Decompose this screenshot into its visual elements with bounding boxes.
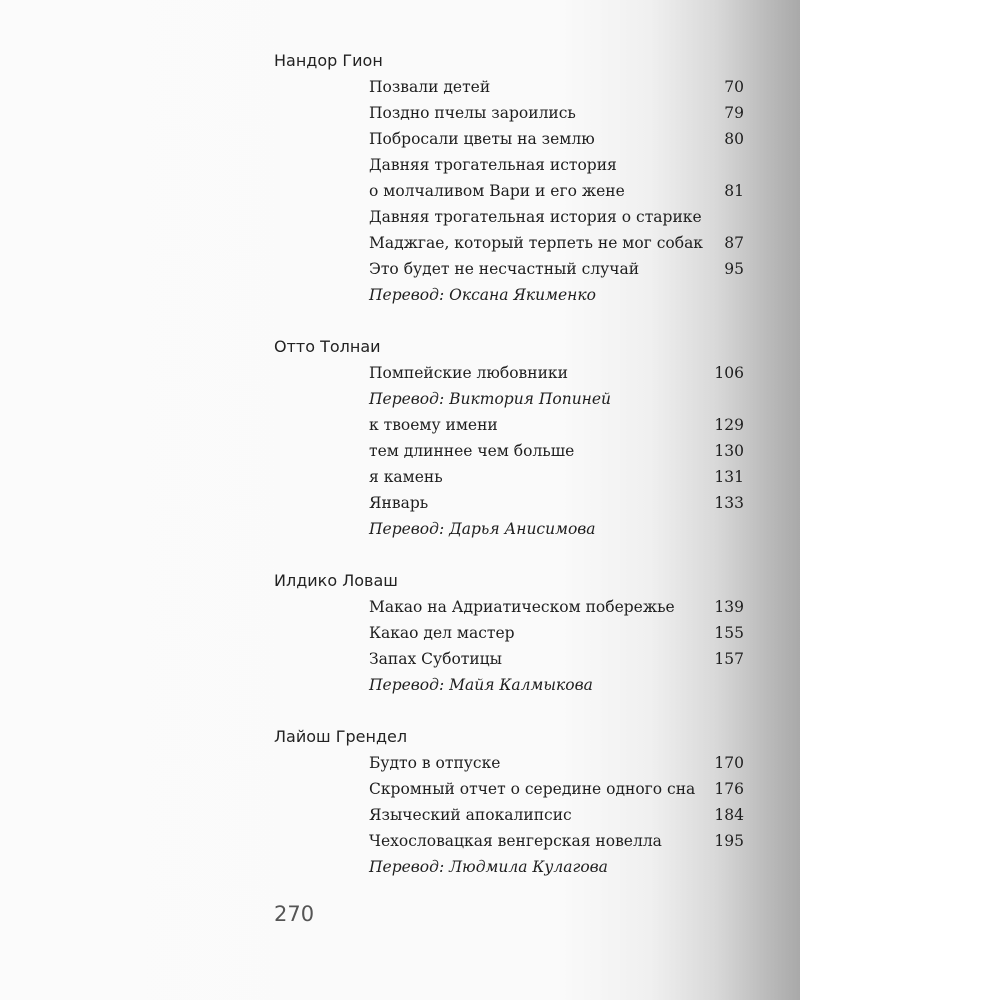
- entry-title: Поздно пчелы зароились: [369, 104, 576, 122]
- entry-page-number: 170: [714, 754, 744, 772]
- entry-title: Языческий апокалипсис: [369, 806, 572, 824]
- toc-section: [274, 568, 744, 698]
- translator-credit: Перевод: Дарья Анисимова: [369, 520, 596, 538]
- toc-entry-line: [369, 646, 744, 672]
- toc-entry-line: [369, 620, 744, 646]
- author-name: Нандор Гион: [274, 51, 383, 70]
- entry-page-number: 70: [724, 78, 744, 96]
- toc-entry-line: [369, 152, 744, 178]
- toc-entry-line: [369, 490, 744, 516]
- toc-entry: [369, 828, 744, 854]
- table-of-contents: [274, 48, 744, 880]
- author-name: Отто Толнаи: [274, 337, 381, 356]
- entry-page-number: 95: [724, 260, 744, 278]
- toc-entry-line: [369, 802, 744, 828]
- translator-credit: Перевод: Оксана Якименко: [369, 286, 596, 304]
- toc-entry: [369, 360, 744, 386]
- toc-entry: [369, 646, 744, 672]
- entry-page-number: 157: [714, 650, 744, 668]
- page-number: 270: [274, 902, 315, 926]
- toc-section: [274, 334, 744, 542]
- toc-entry-line: [369, 776, 744, 802]
- toc-section: [274, 724, 744, 880]
- toc-entry-line: [369, 100, 744, 126]
- toc-entry: [369, 464, 744, 490]
- entry-title: Это будет не несчастный случай: [369, 260, 640, 278]
- toc-entry-line: [369, 204, 744, 230]
- translator-credit: Перевод: Людмила Кулагова: [369, 858, 608, 876]
- entry-page-number: 155: [714, 624, 744, 642]
- translator-credit: Перевод: Майя Калмыкова: [369, 676, 593, 694]
- entry-title: Скромный отчет о середине одного сна: [369, 780, 696, 798]
- toc-entry-line: [369, 438, 744, 464]
- toc-entry-line: [369, 594, 744, 620]
- toc-section: [274, 48, 744, 308]
- toc-entry-line: [369, 256, 744, 282]
- entry-title: о молчаливом Вари и его жене: [369, 182, 625, 200]
- entry-page-number: 87: [724, 234, 744, 252]
- toc-entry: [369, 126, 744, 152]
- toc-entry-line: [369, 74, 744, 100]
- entry-page-number: 195: [714, 832, 744, 850]
- toc-entry: [369, 438, 744, 464]
- entry-page-number: 129: [714, 416, 744, 434]
- entry-title: Давняя трогательная история о старике: [369, 208, 702, 226]
- entry-page-number: 184: [714, 806, 744, 824]
- entry-title: Маджгае, который терпеть не мог собак: [369, 234, 703, 252]
- author-name: Илдико Ловаш: [274, 571, 398, 590]
- toc-entry: [369, 490, 744, 516]
- toc-entry: [369, 750, 744, 776]
- toc-entry: [369, 256, 744, 282]
- toc-entry: [369, 412, 744, 438]
- toc-entry: [369, 776, 744, 802]
- entry-page-number: 131: [714, 468, 744, 486]
- toc-entry-line: [369, 178, 744, 204]
- translator-credit: Перевод: Виктория Попиней: [369, 390, 612, 408]
- entry-page-number: 106: [714, 364, 744, 382]
- entry-page-number: 133: [714, 494, 744, 512]
- toc-entry: [369, 594, 744, 620]
- toc-entry-line: [369, 126, 744, 152]
- entry-title: Макао на Адриатическом побережье: [369, 598, 675, 616]
- toc-entry-line: [369, 230, 744, 256]
- entry-page-number: 176: [714, 780, 744, 798]
- entry-title: Позвали детей: [369, 78, 491, 96]
- toc-entry: [369, 204, 744, 256]
- entry-title: Какао дел мастер: [369, 624, 515, 642]
- entry-title: Помпейские любовники: [369, 364, 568, 382]
- entry-title: Побросали цветы на землю: [369, 130, 595, 148]
- entry-title: Чехословацкая венгерская новелла: [369, 832, 662, 850]
- toc-entry: [369, 620, 744, 646]
- entry-title: я камень: [369, 468, 443, 486]
- toc-entry-line: [369, 750, 744, 776]
- entry-page-number: 130: [714, 442, 744, 460]
- toc-entry: [369, 152, 744, 204]
- toc-entry-line: [369, 360, 744, 386]
- entry-title: Будто в отпуске: [369, 754, 501, 772]
- section-spacer: [274, 542, 744, 568]
- toc-entry-line: [369, 412, 744, 438]
- entry-page-number: 80: [724, 130, 744, 148]
- toc-entry: [369, 100, 744, 126]
- toc-entry: [369, 74, 744, 100]
- section-spacer: [274, 308, 744, 334]
- entry-page-number: 81: [724, 182, 744, 200]
- entry-title: к твоему имени: [369, 416, 498, 434]
- entry-title: Январь: [369, 494, 429, 512]
- entry-title: тем длиннее чем больше: [369, 442, 575, 460]
- entry-page-number: 139: [714, 598, 744, 616]
- entry-title: Давняя трогательная история: [369, 156, 617, 174]
- toc-entry-line: [369, 828, 744, 854]
- author-name: Лайош Грендел: [274, 727, 408, 746]
- section-spacer: [274, 698, 744, 724]
- toc-entry-line: [369, 464, 744, 490]
- entry-page-number: 79: [724, 104, 744, 122]
- toc-entry: [369, 802, 744, 828]
- entry-title: Запах Суботицы: [369, 650, 502, 668]
